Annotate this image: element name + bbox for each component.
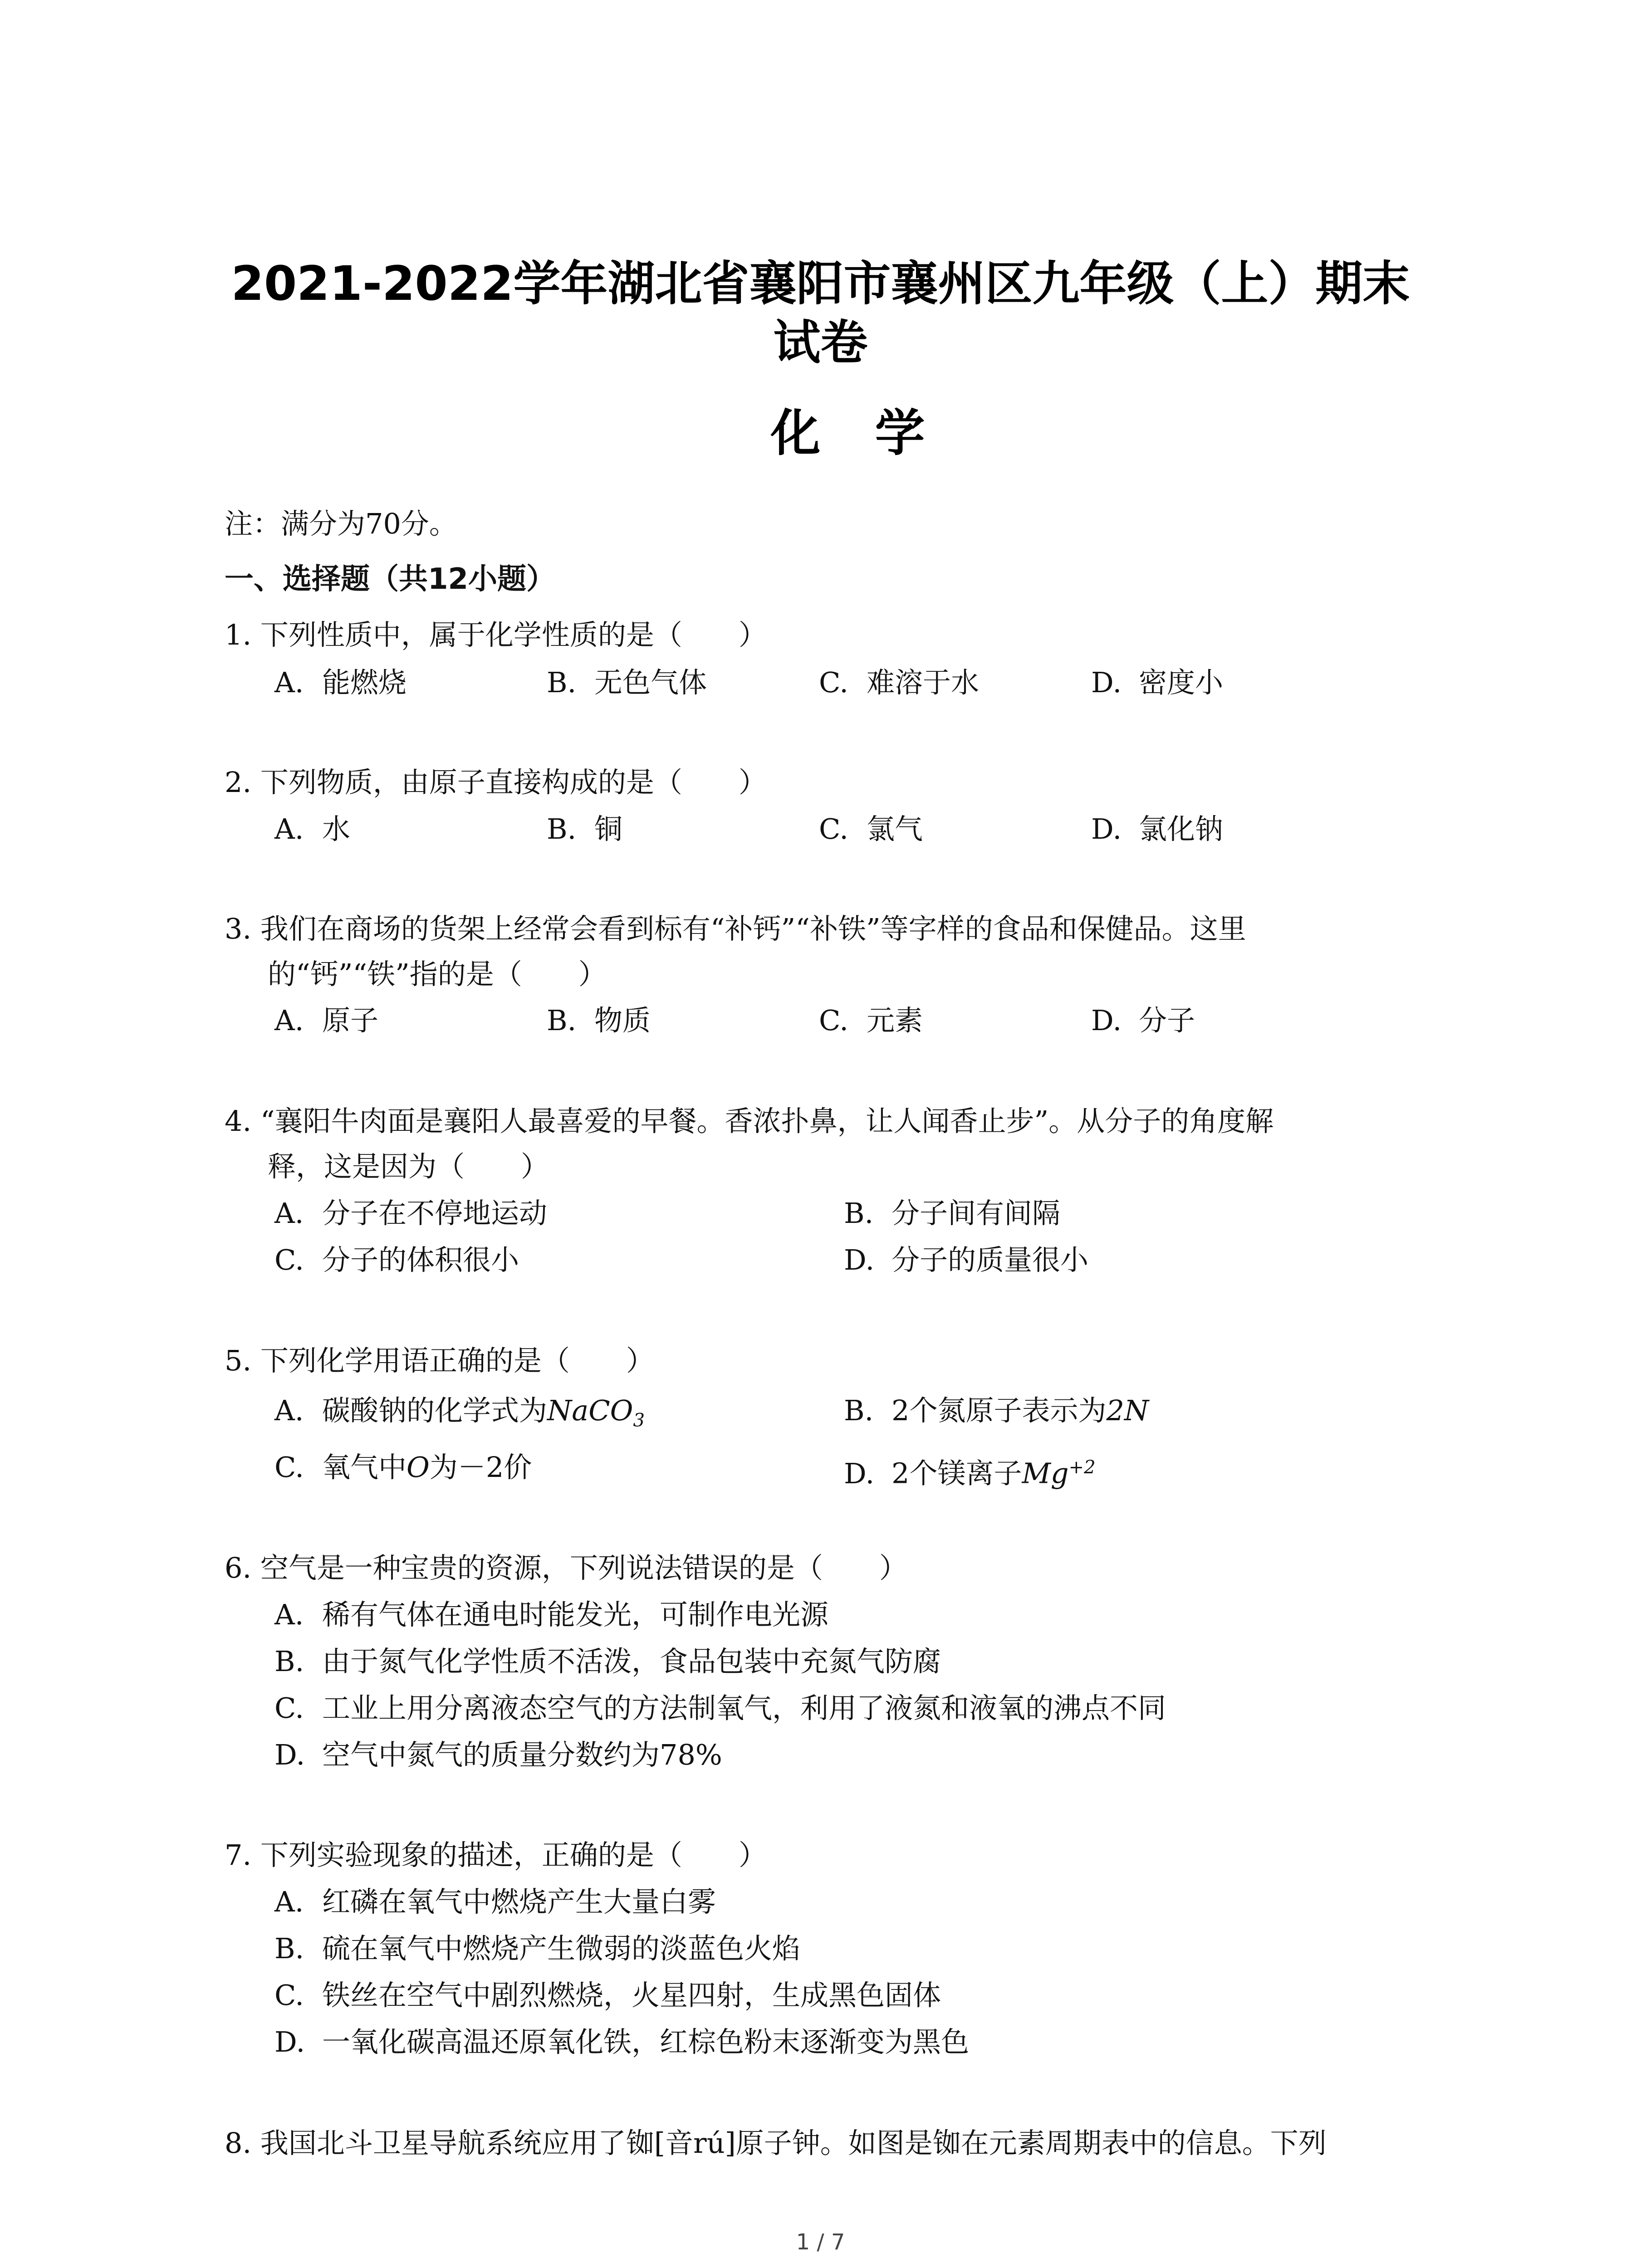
q4-option-d [844,1240,1088,1281]
option-label: A. [274,1004,304,1037]
subject-title: 化学 [770,404,980,462]
option-label: D. [1091,812,1122,846]
option-label: D. [1091,666,1122,699]
option-text: 铁丝在空气中剧烈燃烧，火星四射，生成黑色固体 [322,1979,941,2012]
formula: O [407,1451,430,1484]
option-label: B. [274,1645,304,1678]
q1-option-a [274,662,407,703]
q2-option-c [819,809,923,850]
formula: Mg [1022,1457,1069,1490]
option-label: A. [274,812,304,846]
q5-option-a [274,1390,645,1441]
q2-option-d [1091,809,1223,850]
option-text: 氯化钠 [1139,812,1224,846]
question-8-stem: 8. 我国北斗卫星导航系统应用了铷[音rú]原子钟。如图是铷在元素周期表中的信息。下列 [225,2126,1327,2160]
option-label: D. [274,1738,305,1771]
option-label: A. [274,1394,304,1427]
option-text: 能燃烧 [322,666,407,699]
option-label: B. [844,1394,874,1427]
option-text: 原子 [322,1004,379,1037]
formula-superscript: +2 [1068,1457,1096,1478]
option-text: 物质 [594,1004,651,1037]
option-text: 氧气中 [322,1451,407,1484]
option-text: 分子的体积很小 [322,1243,519,1276]
q6-option-a [274,1594,828,1635]
q1-option-d [1091,662,1223,703]
option-label: A. [274,1598,304,1631]
q3-option-d [1091,1000,1195,1041]
option-label: C. [274,1243,304,1276]
option-label: C. [819,1004,848,1037]
option-text: 红磷在氧气中燃烧产生大量白雾 [322,1885,716,1918]
q7-option-b [274,1928,800,1969]
question-1-stem: 1. 下列性质中，属于化学性质的是（ ） [225,618,767,651]
option-label: D. [274,2025,305,2058]
option-label: C. [819,812,848,846]
option-label: D. [844,1243,875,1276]
q7-option-c [274,1975,941,2016]
option-label: C. [819,666,848,699]
option-label: C. [274,1979,304,2012]
q5-option-b [844,1390,1149,1431]
section-heading: 一、选择题（共12小题） [225,562,556,596]
exam-title-line1: 2021-2022学年湖北省襄阳市襄州区九年级（上）期末 [231,256,1410,311]
option-text: 氯气 [867,812,923,846]
option-label: B. [844,1197,874,1230]
option-label: B. [547,1004,577,1037]
formula: 2N [1106,1394,1149,1427]
option-label: B. [547,666,577,699]
q6-option-b [274,1641,941,1682]
option-text: 分子间有间隔 [892,1197,1061,1230]
question-4-stem: 4. “襄阳牛肉面是襄阳人最喜爱的早餐。香浓扑鼻，让人闻香止步”。从分子的角度解 [225,1105,1274,1138]
option-label: A. [274,1885,304,1918]
q6-option-c [274,1688,1166,1729]
q3-option-a [274,1000,378,1041]
q5-option-c [274,1447,532,1488]
formula-subscript: 3 [633,1410,645,1431]
question-3-stem: 3. 我们在商场的货架上经常会看到标有“补钙”“补铁”等字样的食品和保健品。这里 [225,912,1246,945]
q2-option-b [547,809,622,850]
q3-option-c [819,1000,923,1041]
q1-option-c [819,662,979,703]
question-6-stem: 6. 空气是一种宝贵的资源，下列说法错误的是（ ） [225,1551,907,1584]
question-4-stem-cont: 释，这是因为（ ） [268,1150,549,1183]
q3-option-b [547,1000,651,1041]
option-text: 由于氮气化学性质不活泼，食品包装中充氮气防腐 [322,1645,941,1678]
option-text: 2个氮原子表示为 [892,1394,1107,1427]
q4-option-a [274,1193,547,1234]
option-text: 水 [322,812,351,846]
option-text-tail: 为－2价 [429,1451,532,1484]
q2-option-a [274,809,350,850]
q4-option-b [844,1193,1060,1234]
option-text: 稀有气体在通电时能发光，可制作电光源 [322,1598,829,1631]
question-3-stem-cont: 的“钙”“铁”指的是（ ） [268,958,607,991]
option-text: 铜 [594,812,623,846]
question-7-stem: 7. 下列实验现象的描述，正确的是（ ） [225,1838,767,1872]
q5-option-d [844,1447,1096,1494]
question-5-stem: 5. 下列化学用语正确的是（ ） [225,1344,654,1377]
option-label: A. [274,1197,304,1230]
option-label: C. [274,1691,304,1725]
option-text: 分子的质量很小 [892,1243,1089,1276]
option-text: 难溶于水 [867,666,980,699]
option-label: A. [274,666,304,699]
option-text: 分子在不停地运动 [322,1197,548,1230]
option-label: D. [844,1457,875,1490]
option-text: 碳酸钠的化学式为 [322,1394,548,1427]
formula: NaCO [547,1394,633,1427]
option-text: 无色气体 [594,666,707,699]
option-label: C. [274,1451,304,1484]
q7-option-a [274,1882,716,1922]
option-text: 密度小 [1139,666,1224,699]
q1-option-b [547,662,707,703]
option-text: 分子 [1139,1004,1195,1037]
page-number: 1 / 7 [796,2229,845,2255]
question-2-stem: 2. 下列物质，由原子直接构成的是（ ） [225,766,767,799]
q6-option-d [274,1735,722,1775]
option-label: D. [1091,1004,1122,1037]
option-text: 空气中氮气的质量分数约为78% [322,1738,722,1771]
q7-option-d [274,2022,969,2063]
option-label: B. [274,1932,304,1965]
option-text: 2个镁离子 [892,1457,1022,1490]
option-text: 元素 [867,1004,923,1037]
option-text: 硫在氧气中燃烧产生微弱的淡蓝色火焰 [322,1932,801,1965]
option-text: 一氧化碳高温还原氧化铁，红棕色粉末逐渐变为黑色 [322,2025,970,2058]
option-text: 工业上用分离液态空气的方法制氧气，利用了液氮和液氧的沸点不同 [322,1691,1166,1725]
exam-title-line2: 试卷 [773,315,868,370]
option-label: B. [547,812,577,846]
q4-option-c [274,1240,519,1281]
score-note: 注：满分为70分。 [225,507,457,540]
